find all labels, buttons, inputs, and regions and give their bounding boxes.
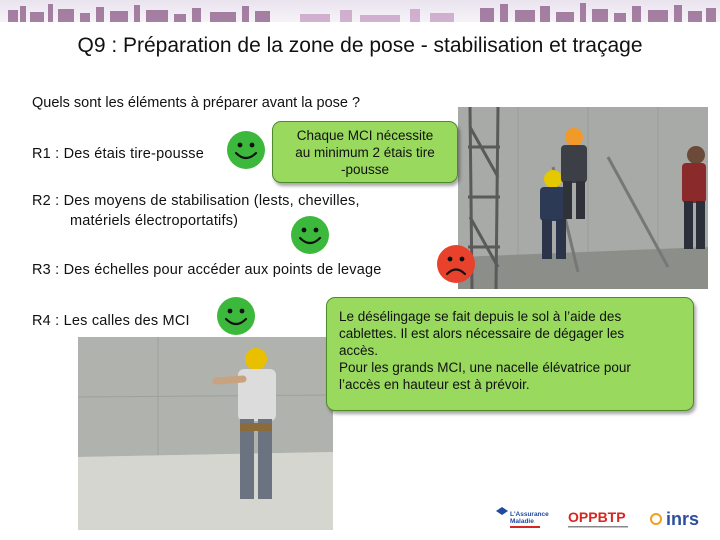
inrs-logo-text: inrs: [666, 509, 700, 529]
workers-wall-photo: [458, 107, 708, 289]
oppbtp-logo-text: OPPBTP: [568, 509, 626, 525]
happy-face-r1-icon: [226, 130, 266, 170]
assurance-logo-line2: Maladie: [510, 518, 534, 525]
slide-title: Q9 : Préparation de la zone de pose - stabilisation et traçage: [77, 34, 643, 57]
top-banner: [0, 0, 720, 22]
answer-r3: R3 : Des échelles pour accéder aux points de levage: [32, 262, 382, 278]
access-callout-line5: l’accès en hauteur est à prévoir.: [339, 377, 530, 392]
assurance-maladie-logo: [494, 505, 549, 535]
assurance-logo-line1: L'Assurance: [510, 511, 549, 518]
happy-face-r2-icon: [290, 215, 330, 255]
answer-r1: R1 : Des étais tire-pousse: [32, 146, 205, 162]
access-callout-line3: accès.: [339, 343, 379, 358]
answer-r2-line2: matériels électroportatifs): [70, 213, 239, 229]
inrs-logo: [648, 505, 714, 535]
access-callout-line1: Le désélingage se fait depuis le sol à l’aide des: [339, 309, 622, 324]
answer-r2-line1: R2 : Des moyens de stabilisation (lests, chevilles,: [32, 193, 360, 209]
happy-face-r4-icon: [216, 296, 256, 336]
answer-r4: R4 : Les calles des MCI: [32, 313, 190, 329]
access-callout-line4: Pour les grands MCI, une nacelle élévatrice pour: [339, 360, 631, 375]
props-callout-line2: au minimum 2 étais tire: [295, 145, 435, 160]
props-callout: [272, 121, 458, 183]
props-callout-line1: Chaque MCI nécessite: [296, 128, 434, 143]
sad-face-r3-icon: [436, 244, 476, 284]
oppbtp-logo: [566, 505, 632, 535]
question-text: Quels sont les éléments à préparer avant la pose ?: [32, 95, 361, 111]
access-callout: [326, 297, 694, 411]
access-callout-line2: cablettes. Il est alors nécessaire de dégager les: [339, 326, 625, 341]
worker-panel-photo: [78, 337, 333, 530]
props-callout-line3: -pousse: [340, 162, 390, 177]
